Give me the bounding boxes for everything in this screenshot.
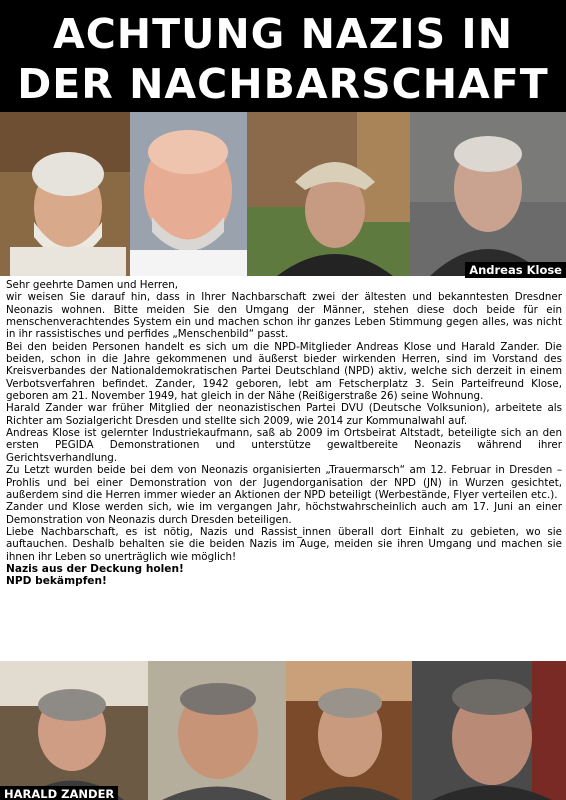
paragraph-6: Zander und Klose werden sich, wie im vergangen Jahr, höchstwahrscheinlich auch am 17. Juni an einer Demonstration von Neonazis durch Dresden beteiligen. xyxy=(6,501,562,526)
slogan-1: Nazis aus der Deckung holen! xyxy=(6,562,184,575)
top-photo-row xyxy=(0,112,566,276)
portrait-klose-2 xyxy=(130,112,247,276)
portrait-klose-4 xyxy=(410,112,566,276)
letter-body xyxy=(6,279,562,588)
portrait-klose-3 xyxy=(247,112,410,276)
slogan-2: NPD bekämpfen! xyxy=(6,575,107,588)
salutation: Sehr geehrte Damen und Herren, xyxy=(6,279,179,291)
portrait-klose-1 xyxy=(0,112,130,276)
paragraph-7: Liebe Nachbarschaft, es ist nötig, Nazis und Rassist_innen überall dort Einhalt zu gebieten, wo sie auftauchen. Deshalb behalten sie die beiden Nazis im Auge, meiden sie ihren Umgang und machen sie ihnen ihr Leben so unerträglich wie möglich! xyxy=(6,525,562,563)
headline-line-2: DER NACHBARSCHAFT xyxy=(17,60,549,108)
headline-line-1: ACHTUNG NAZIS IN xyxy=(52,10,514,58)
paragraph-2: Bei den beiden Personen handelt es sich um die NPD-Mitglieder Andreas Klose und Harald Zander. Die beiden, schon in die Jahre gekommenen und äußerst bieder wirkenden Herren, sind im Vorstand des Kreisverbandes der Nationaldemokratischen Partei Deutschland (NPD) aktiv, welche sich derzeit in einem Verbotsverfahren befindet. Zander, 1942 geboren, lebt am Fetscherplatz 3. Sein Parteifreund Klose, geboren am 21. November 1949, hat gleich in der Nähe (Reißigerstraße 26) seine Wohnung. xyxy=(6,340,562,403)
portrait-zander-1 xyxy=(0,661,148,800)
portrait-zander-3 xyxy=(286,661,412,800)
paragraph-1: wir weisen Sie darauf hin, dass in Ihrer Nachbarschaft zwei der ältesten und bekanntesten Dresdner Neonazis wohnen. Bitte meiden Sie den Umgang der Männer, stehen diese doch beide für ein menschenverachtendes System ein und machen schon ihr ganzes Leben Stimmung gegen alles, was nicht in ihr rassistisches und perfides „Menschenbild“ passt. xyxy=(6,291,562,341)
bottom-photo-row xyxy=(0,661,566,800)
paragraph-3: Harald Zander war früher Mitglied der neonazistischen Partei DVU (Deutsche Volksunion), arbeitete als Richter am Sozialgericht Dresden und stellte sich 2009, wie 2014 zur Kommunalwahl auf. xyxy=(6,402,562,427)
paragraph-4: Andreas Klose ist gelernter Industriekaufmann, saß ab 2009 im Ortsbeirat Altstadt, beteiligte sich an den ersten PEGIDA Demonstrationen und unterstütze gewaltbereite Neonazis während ihrer Gerichtsverhandlung. xyxy=(6,427,562,464)
caption-harald-zander: HARALD ZANDER xyxy=(0,786,118,800)
poster-header xyxy=(0,0,566,112)
caption-andreas-klose: Andreas Klose xyxy=(465,262,566,278)
portrait-zander-4 xyxy=(412,661,566,800)
portrait-zander-2 xyxy=(148,661,286,800)
paragraph-5: Zu Letzt wurden beide bei dem von Neonazis organisierten „Trauermarsch“ am 12. Februar in Dresden – Prohlis und bei einer Demonstration von der Jugendorganisation der NPD (JN) in Wurzen gesichtet, außerdem sind die Herren immer wieder an Aktionen der NPD beteiligt (Werbestände, Flyer verteilen etc.). xyxy=(6,464,562,501)
